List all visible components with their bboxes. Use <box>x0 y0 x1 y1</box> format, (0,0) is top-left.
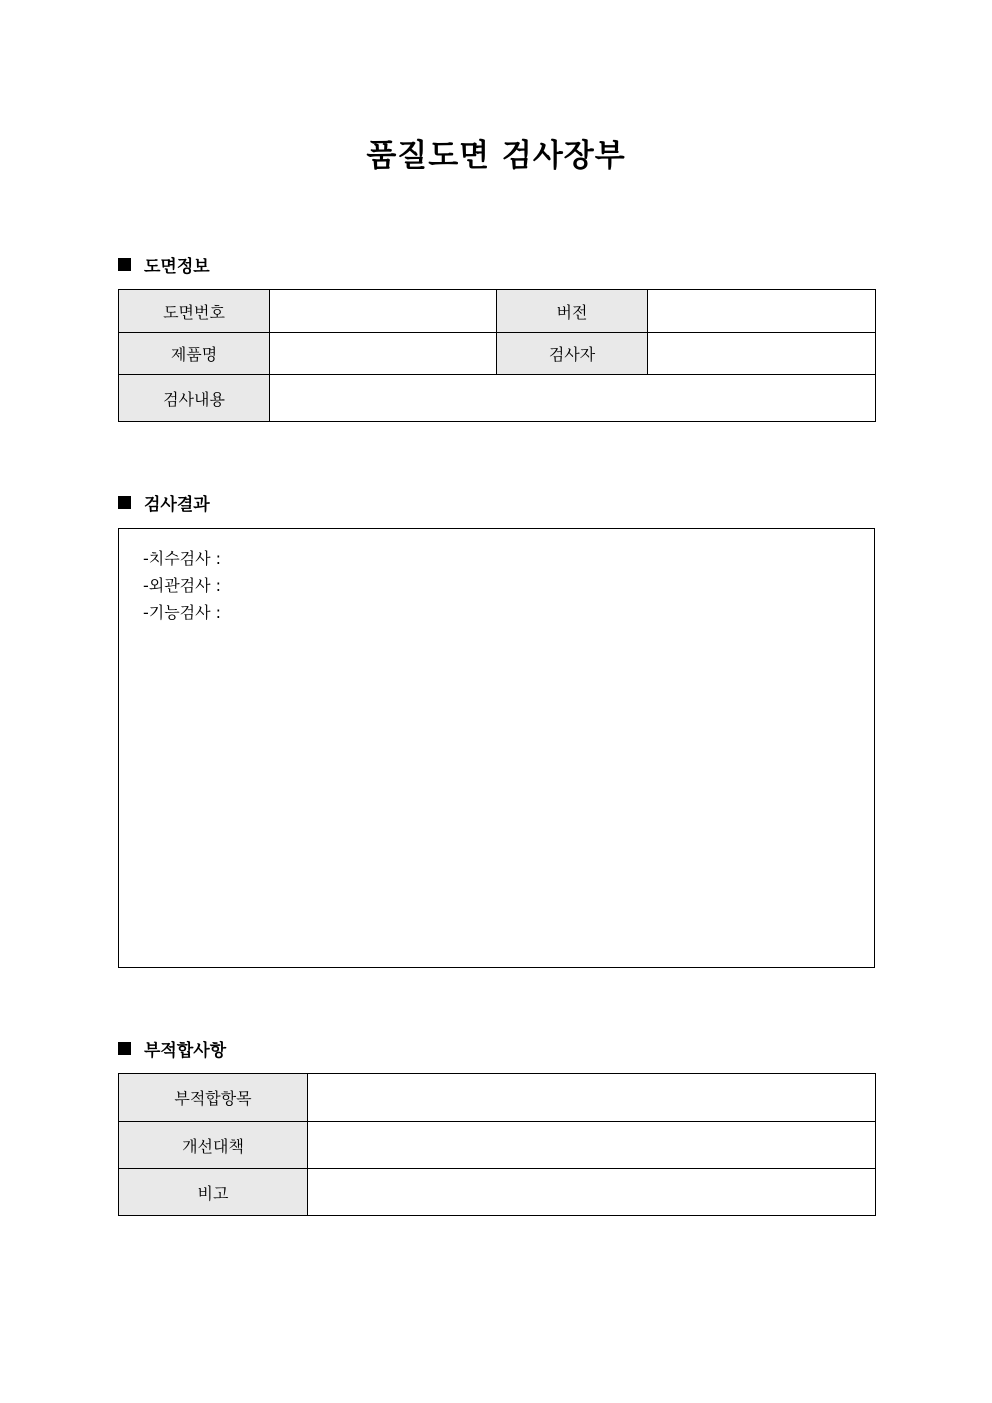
drawing-info-heading-text: 도면정보 <box>144 256 210 277</box>
remarks-field[interactable] <box>308 1169 876 1216</box>
inspection-content-label: 검사내용 <box>119 375 270 422</box>
drawing-info-table <box>118 289 876 422</box>
results-box[interactable] <box>118 528 875 968</box>
nonconformity-item-field[interactable] <box>308 1074 876 1122</box>
table-row <box>119 333 876 375</box>
list-item: -외관검사 : <box>143 576 222 595</box>
square-bullet-icon <box>118 496 131 509</box>
version-field[interactable] <box>648 290 876 333</box>
inspector-field[interactable] <box>648 333 876 375</box>
results-heading <box>118 490 210 514</box>
product-name-field[interactable] <box>270 333 497 375</box>
nonconformity-item-label: 부적합항목 <box>119 1074 308 1122</box>
table-row <box>119 1122 876 1169</box>
nonconformity-heading-text: 부적합사항 <box>144 1040 227 1061</box>
drawing-no-label: 도면번호 <box>119 290 270 333</box>
drawing-no-field[interactable] <box>270 290 497 333</box>
nonconformity-table <box>118 1073 876 1216</box>
nonconformity-heading <box>118 1036 226 1060</box>
page-title: 품질도면 검사장부 <box>366 138 626 174</box>
table-row <box>119 290 876 333</box>
square-bullet-icon <box>118 258 131 271</box>
product-name-label: 제품명 <box>119 333 270 375</box>
table-row <box>119 375 876 422</box>
square-bullet-icon <box>118 1042 131 1055</box>
table-row <box>119 1169 876 1216</box>
countermeasure-field[interactable] <box>308 1122 876 1169</box>
countermeasure-label: 개선대책 <box>119 1122 308 1169</box>
version-label: 버전 <box>497 290 648 333</box>
results-heading-text: 검사결과 <box>144 494 210 515</box>
list-item: -기능검사 : <box>143 603 222 622</box>
list-item: -치수검사 : <box>143 549 222 568</box>
results-list <box>119 529 874 629</box>
inspector-label: 검사자 <box>497 333 648 375</box>
drawing-info-heading <box>118 252 210 276</box>
remarks-label: 비고 <box>119 1169 308 1216</box>
inspection-content-field[interactable] <box>270 375 876 422</box>
table-row <box>119 1074 876 1122</box>
